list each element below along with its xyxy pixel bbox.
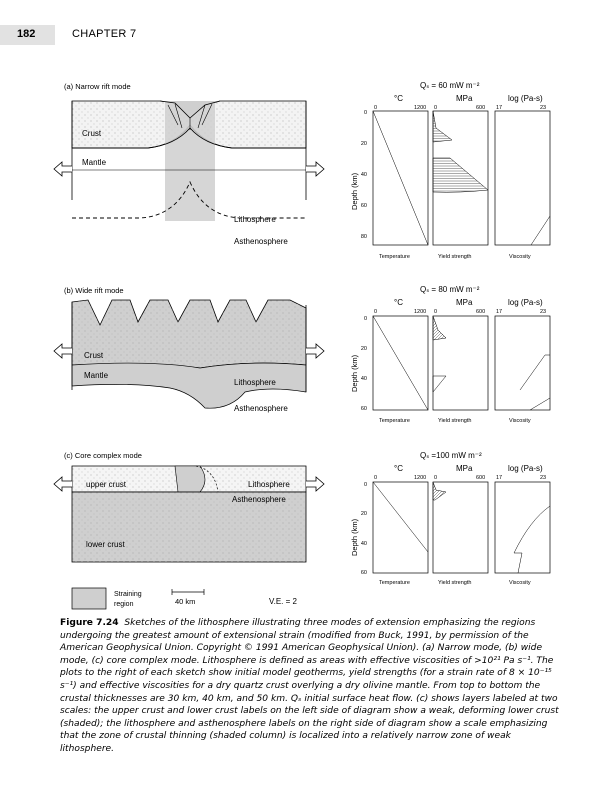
panel-b-plots <box>350 285 550 424</box>
layer-lithosphere-c: Lithosphere <box>248 480 290 489</box>
svg-text:20: 20 <box>360 141 367 147</box>
vertical-exaggeration: V.E. = 2 <box>269 597 297 606</box>
extension-arrow-left-c <box>54 477 72 491</box>
layer-mantle-a: Mantle <box>82 158 107 167</box>
yield-mantle-b <box>433 376 446 392</box>
svg-text:40: 40 <box>360 541 367 547</box>
geotherm-a <box>373 111 428 245</box>
legend-region: region <box>114 601 134 608</box>
figure-caption <box>60 617 560 756</box>
svg-text:Viscosity: Viscosity <box>509 418 531 424</box>
svg-text:600: 600 <box>476 309 486 315</box>
svg-text:0: 0 <box>374 309 378 315</box>
legend <box>72 588 298 609</box>
svg-text:log (Pa-s): log (Pa-s) <box>508 464 543 473</box>
heat-flow-c: Qₛ =100 mW m⁻² <box>420 451 482 460</box>
svg-text:Temperature: Temperature <box>379 254 410 260</box>
svg-text:20: 20 <box>360 346 367 352</box>
visc-unit-a: log (Pa-s) <box>508 94 543 103</box>
svg-text:Temperature: Temperature <box>379 418 410 424</box>
svg-text:Yield strength: Yield strength <box>438 580 472 586</box>
svg-text:MPa: MPa <box>456 298 473 307</box>
layer-crust-a: Crust <box>82 129 102 138</box>
svg-text:60: 60 <box>360 570 367 576</box>
straining-swatch <box>72 588 106 609</box>
svg-text:23: 23 <box>540 105 547 111</box>
yield-crust-a <box>433 111 452 142</box>
stress-unit-a: MPa <box>456 94 473 103</box>
panel-b-sketch <box>54 286 324 413</box>
straining-column-c <box>175 466 205 492</box>
svg-text:Yield strength: Yield strength <box>438 254 472 260</box>
layer-asthenosphere-a: Asthenosphere <box>234 237 288 246</box>
extension-arrow-right-c <box>306 477 324 491</box>
svg-text:20: 20 <box>360 511 367 517</box>
extension-arrow-left-b <box>54 344 72 358</box>
svg-text:23: 23 <box>540 475 547 481</box>
svg-text:0: 0 <box>363 482 367 488</box>
extension-arrow-right-a <box>306 162 324 176</box>
svg-text:MPa: MPa <box>456 464 473 473</box>
panel-c-sketch <box>54 451 324 562</box>
svg-text:0: 0 <box>374 105 378 111</box>
temp-unit-a: °C <box>394 94 403 103</box>
svg-text:60: 60 <box>360 406 367 412</box>
svg-text:600: 600 <box>476 475 486 481</box>
ylabel-c: Depth (km) <box>350 518 359 556</box>
figure-number: Figure 7.24 <box>60 618 119 628</box>
svg-text:Viscosity: Viscosity <box>509 254 531 260</box>
svg-text:°C: °C <box>394 464 403 473</box>
panel-a-sketch <box>54 82 324 246</box>
geotherm-b <box>373 316 428 410</box>
viscosity-b <box>520 355 550 410</box>
layer-upper-crust-c: upper crust <box>86 480 127 489</box>
svg-text:1200: 1200 <box>414 475 427 481</box>
layer-asthenosphere-b: Asthenosphere <box>234 404 288 413</box>
svg-text:1200: 1200 <box>414 309 427 315</box>
svg-text:0: 0 <box>363 316 367 322</box>
svg-text:Temperature: Temperature <box>379 580 410 586</box>
svg-text:0: 0 <box>363 110 367 116</box>
page-number: 182 <box>17 28 36 40</box>
legend-straining: Straining <box>114 591 142 598</box>
layer-asthenosphere-c: Asthenosphere <box>232 495 286 504</box>
extension-arrow-right-b <box>306 344 324 358</box>
svg-text:40: 40 <box>360 376 367 382</box>
viscosity-a <box>531 216 550 245</box>
chapter-title: CHAPTER 7 <box>72 28 137 40</box>
svg-text:Yield strength: Yield strength <box>438 418 472 424</box>
layer-mantle-b: Mantle <box>84 371 109 380</box>
yield-mantle-a <box>433 158 488 192</box>
svg-text:23: 23 <box>540 309 547 315</box>
svg-text:80: 80 <box>360 234 367 240</box>
scale-label: 40 km <box>175 597 196 606</box>
svg-text:17: 17 <box>496 309 503 315</box>
panel-c-label: (c) Core complex mode <box>64 451 142 460</box>
svg-text:1200: 1200 <box>414 105 427 111</box>
svg-text:17: 17 <box>496 475 503 481</box>
layer-lithosphere-b: Lithosphere <box>234 378 276 387</box>
svg-text:Viscosity: Viscosity <box>509 580 531 586</box>
svg-text:17: 17 <box>496 105 503 111</box>
svg-text:log (Pa-s): log (Pa-s) <box>508 298 543 307</box>
svg-text:0: 0 <box>434 475 438 481</box>
yield-crust-c <box>433 482 446 500</box>
heat-flow-b: Qₛ = 80 mW m⁻² <box>420 285 480 294</box>
ylabel-b: Depth (km) <box>350 354 359 392</box>
svg-text:°C: °C <box>394 298 403 307</box>
svg-text:40: 40 <box>360 172 367 178</box>
layer-lithosphere-a: Lithosphere <box>234 215 276 224</box>
layer-crust-b: Crust <box>84 351 104 360</box>
viscosity-c <box>514 506 550 573</box>
layer-lower-crust-c: lower crust <box>86 540 125 549</box>
svg-text:0: 0 <box>374 475 378 481</box>
panel-a-label: (a) Narrow rift mode <box>64 82 131 91</box>
panel-c-plots <box>350 451 550 586</box>
caption-text: Sketches of the lithosphere illustrating three modes of extension emphasizing the regions undergoing the greatest amount of extensional strain (modified from Buck, 1991, by permission of the American Geophysical Union. Copyright © 1991 American Geophysical Union). (a) Narrow mode, (b) wide mode, (c) core complex mode. Lithosphere is defined as areas with effective viscosities of >10²¹ Pa s⁻¹. The plots to the right of each sketch show initial model geotherms, yield strengths (for a strain rate of 8 × 10⁻¹⁵ s⁻¹) and effective viscosities for a dry quartz crust overlying a dry olivine mantle. From top to bottom the crustal thicknesses are 30 km, 40 km, and 50 km. Qₛ initial surface heat flow. (c) shows layers labeled at two scales: the upper crust and lower crust labels on the left side of diagram show a weak, deforming lower crust (shaded); the lithosphere and asthenosphere labels on the right side of diagram show a scale emphasizing that the zone of crustal thinning (shaded column) is localized into a relatively narrow zone of weak lithosphere. <box>60 618 559 754</box>
panel-b-label: (b) Wide rift mode <box>64 286 124 295</box>
yield-crust-b <box>433 316 446 340</box>
heat-flow-a: Qₛ = 60 mW m⁻² <box>420 81 480 90</box>
ylabel-a: Depth (km) <box>350 172 359 210</box>
svg-text:60: 60 <box>360 203 367 209</box>
geotherm-c <box>373 482 428 552</box>
panel-a-plots <box>350 81 550 260</box>
svg-text:600: 600 <box>476 105 486 111</box>
extension-arrow-left-a <box>54 162 72 176</box>
svg-text:0: 0 <box>434 105 438 111</box>
svg-text:0: 0 <box>434 309 438 315</box>
